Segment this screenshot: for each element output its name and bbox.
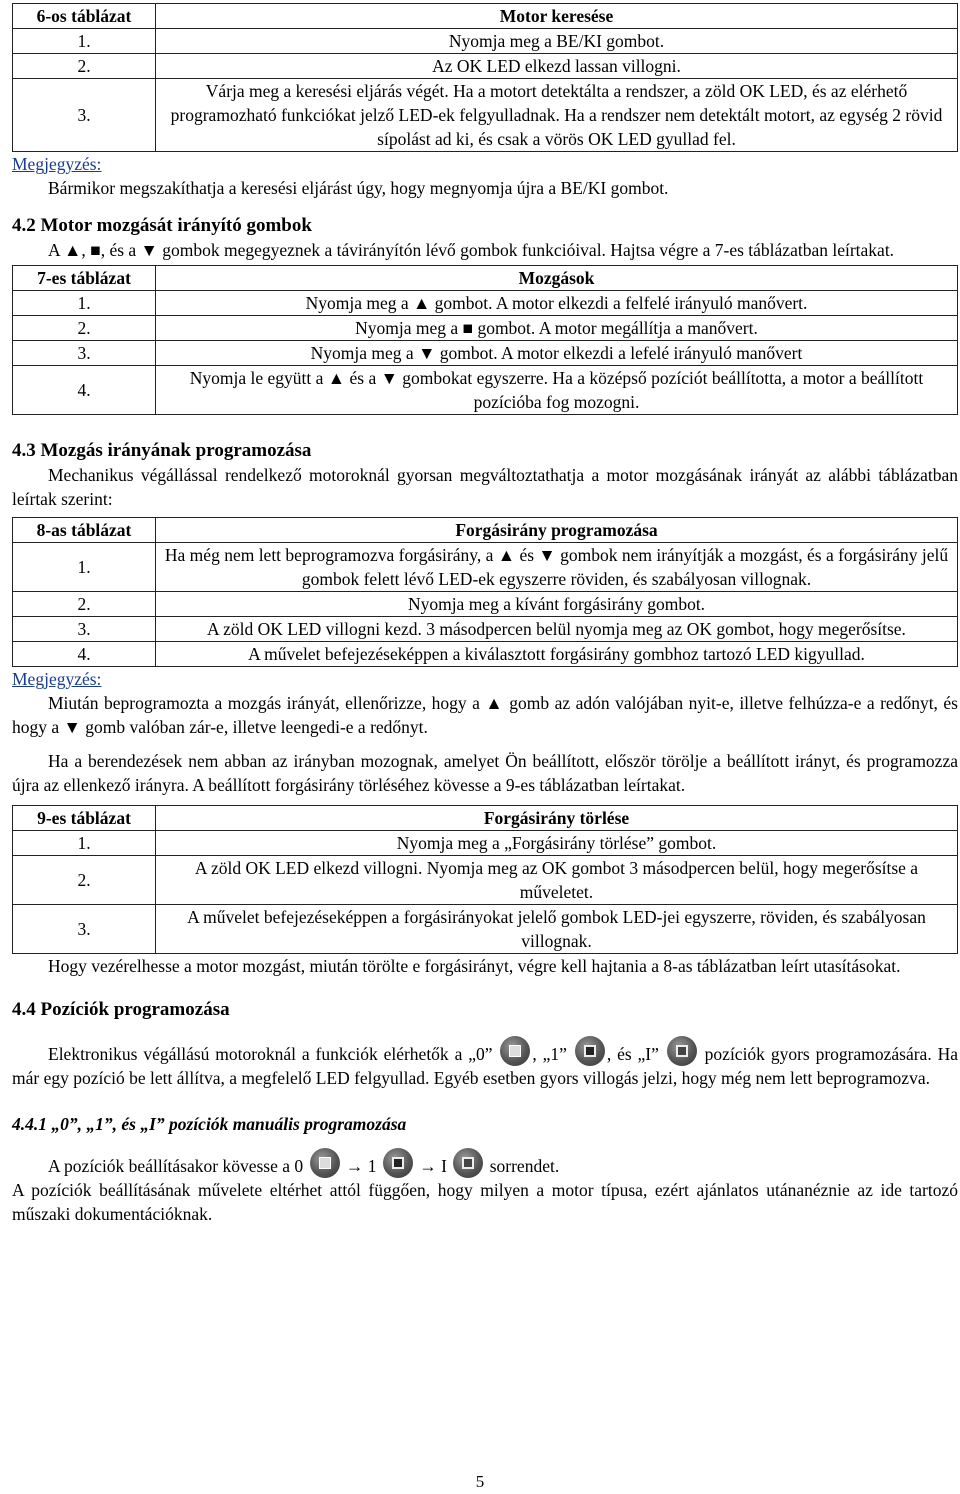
table-header: [13, 518, 958, 543]
row-text: Nyomja meg a kívánt forgásirány gombot.: [156, 592, 958, 617]
table-heading: Motor keresése: [156, 4, 958, 29]
text-span: pozíciók gyors programozására. Ha már egy pozíció be lett állítva, a megfelelő LED felgyullad. Egyéb esetben gyors villogás jelzi, hogy még nem lett beprogramozva.: [12, 1044, 958, 1088]
text-span: → I: [419, 1156, 447, 1176]
row-text: Nyomja le együtt a ▲ és a ▼ gombokat egyszerre. Ha a középső pozíciót beállította, a motor a beállított pozícióba fog mozogni.: [156, 366, 958, 415]
row-text: A művelet befejezéseképpen a forgásirányokat jelelő gombok LED-jei egyszerre, röviden, és szabályosan villognak.: [156, 905, 958, 954]
row-number: 1.: [13, 29, 156, 54]
table-row: [13, 366, 958, 415]
row-text: Nyomja meg a ▼ gombot. A motor elkezdi a lefelé irányuló manővert: [156, 341, 958, 366]
section-text: [12, 1148, 958, 1178]
table-title: 6-os táblázat: [13, 4, 156, 29]
table-row: [13, 592, 958, 617]
note-paragraph: Miután beprogramozta a mozgás irányát, ellenőrizze, hogy a ▲ gomb az adón valójában nyit-e, illetve felhúzza-e a redőnyt, és hogy a ▼ gomb valóban zár-e, illetve leengedi-e a redőnyt.: [12, 693, 958, 737]
table-title: 7-es táblázat: [13, 266, 156, 291]
document-page: [12, 3, 958, 1226]
note-paragraph: Ha a berendezések nem abban az irányban mozognak, amelyet Ön beállított, először törölje a beállított irányt, és programozza újra az ellenkező irányra. A beállított forgásirány törléséhez kövesse a 9-es táblázatban leírtakat.: [12, 751, 958, 795]
note-label: Megjegyzés:: [12, 154, 102, 174]
table-7: [12, 265, 958, 415]
table-heading: Forgásirány programozása: [156, 518, 958, 543]
section-text: A pozíciók beállításának művelete eltérhet attól függően, hogy milyen a motor típusa, ezért ajánlatos utánanéznie az ide tartozó műszaki dokumentációknak.: [12, 1180, 958, 1224]
table-row: [13, 831, 958, 856]
row-number: 2.: [13, 592, 156, 617]
table-header: [13, 806, 958, 831]
paragraph: Hogy vezérelhesse a motor mozgást, miután törölte e forgásirányt, végre kell hajtania a 8-as táblázatban leírt utasításokat.: [48, 956, 901, 976]
row-text: Várja meg a keresési eljárás végét. Ha a motort detektálta a rendszer, a zöld OK LED, és az elérhető programozható funkciókat jelző LED-ek felgyulladnak. Ha a rendszer nem detektált motort, az egység 2 rövid sípolást ad ki, és csak a vörös OK LED gyullad fel.: [156, 79, 958, 152]
table-row: [13, 29, 958, 54]
row-text: A zöld OK LED villogni kezd. 3 másodpercen belül nyomja meg az OK gombot, hogy megerősítse.: [156, 617, 958, 642]
page-number: 5: [475, 1472, 485, 1491]
row-number: 1.: [13, 291, 156, 316]
text-span: → 1: [345, 1156, 377, 1176]
position-I-icon: [453, 1148, 483, 1178]
section-text: Mechanikus végállással rendelkező motoroknál gyorsan megváltoztathatja a motor mozgásának irányát az alábbi táblázatban leírtak szerint:: [12, 465, 958, 509]
section-heading: 4.4 Pozíciók programozása: [12, 999, 230, 1020]
table-row: [13, 291, 958, 316]
section-text: A ▲, ■, és a ▼ gombok megegyeznek a távirányítón lévő gombok funkcióival. Hajtsa végre a 7-es táblázatban leírtakat.: [48, 240, 895, 260]
table-row: [13, 642, 958, 667]
text-span: sorrendet.: [485, 1156, 560, 1176]
row-number: 3.: [13, 617, 156, 642]
table-row: [13, 617, 958, 642]
table-row: [13, 79, 958, 152]
row-number: 3.: [13, 79, 156, 152]
table-heading: Forgásirány törlése: [156, 806, 958, 831]
text-span: , „1”: [532, 1044, 567, 1064]
row-number: 3.: [13, 905, 156, 954]
position-0-icon: [500, 1036, 530, 1066]
row-number: 1.: [13, 543, 156, 592]
table-8: [12, 517, 958, 667]
note-label: Megjegyzés:: [12, 669, 102, 689]
row-text: Nyomja meg a ▲ gombot. A motor elkezdi a felfelé irányuló manővert.: [156, 291, 958, 316]
row-number: 4.: [13, 366, 156, 415]
row-number: 4.: [13, 642, 156, 667]
table-row: [13, 856, 958, 905]
table-header: [13, 4, 958, 29]
row-text: Nyomja meg a BE/KI gombot.: [156, 29, 958, 54]
table-title: 8-as táblázat: [13, 518, 156, 543]
section-heading: 4.3 Mozgás irányának programozása: [12, 440, 312, 461]
table-6: [12, 3, 958, 152]
row-number: 2.: [13, 54, 156, 79]
position-1-icon: [383, 1148, 413, 1178]
table-row: [13, 905, 958, 954]
subsection-heading: 4.4.1 „0”, „1”, és „I” pozíciók manuális programozása: [12, 1114, 407, 1134]
note-text: Bármikor megszakíthatja a keresési eljárást úgy, hogy megnyomja újra a BE/KI gombot.: [48, 178, 669, 198]
table-row: [13, 316, 958, 341]
table-row: [13, 54, 958, 79]
section-text: [12, 1036, 958, 1090]
position-0-icon: [310, 1148, 340, 1178]
table-row: [13, 341, 958, 366]
row-number: 1.: [13, 831, 156, 856]
table-header: [13, 266, 958, 291]
text-span: , és „I”: [606, 1044, 659, 1064]
table-9: [12, 805, 958, 954]
row-text: A művelet befejezéseképpen a kiválasztott forgásirány gombhoz tartozó LED kigyullad.: [156, 642, 958, 667]
row-text: A zöld OK LED elkezd villogni. Nyomja meg az OK gombot 3 másodpercen belül, hogy megerősítse a műveletet.: [156, 856, 958, 905]
position-1-icon: [575, 1036, 605, 1066]
row-text: Nyomja meg a ■ gombot. A motor megállítja a manővert.: [156, 316, 958, 341]
text-span: A pozíciók beállításakor kövesse a 0: [48, 1156, 304, 1176]
text-span: Elektronikus végállású motoroknál a funkciók elérhetők a „0”: [48, 1044, 493, 1064]
section-heading: 4.2 Motor mozgását irányító gombok: [12, 215, 312, 236]
row-number: 2.: [13, 856, 156, 905]
table-title: 9-es táblázat: [13, 806, 156, 831]
row-number: 3.: [13, 341, 156, 366]
table-heading: Mozgások: [156, 266, 958, 291]
position-I-icon: [667, 1036, 697, 1066]
row-text: Nyomja meg a „Forgásirány törlése” gombot.: [156, 831, 958, 856]
row-number: 2.: [13, 316, 156, 341]
table-row: [13, 543, 958, 592]
row-text: Ha még nem lett beprogramozva forgásirány, a ▲ és ▼ gombok nem irányítják a mozgást, és a forgásirány jelű gombok felett lévő LED-ek egyszerre röviden, és szabályosan villognak.: [156, 543, 958, 592]
row-text: Az OK LED elkezd lassan villogni.: [156, 54, 958, 79]
